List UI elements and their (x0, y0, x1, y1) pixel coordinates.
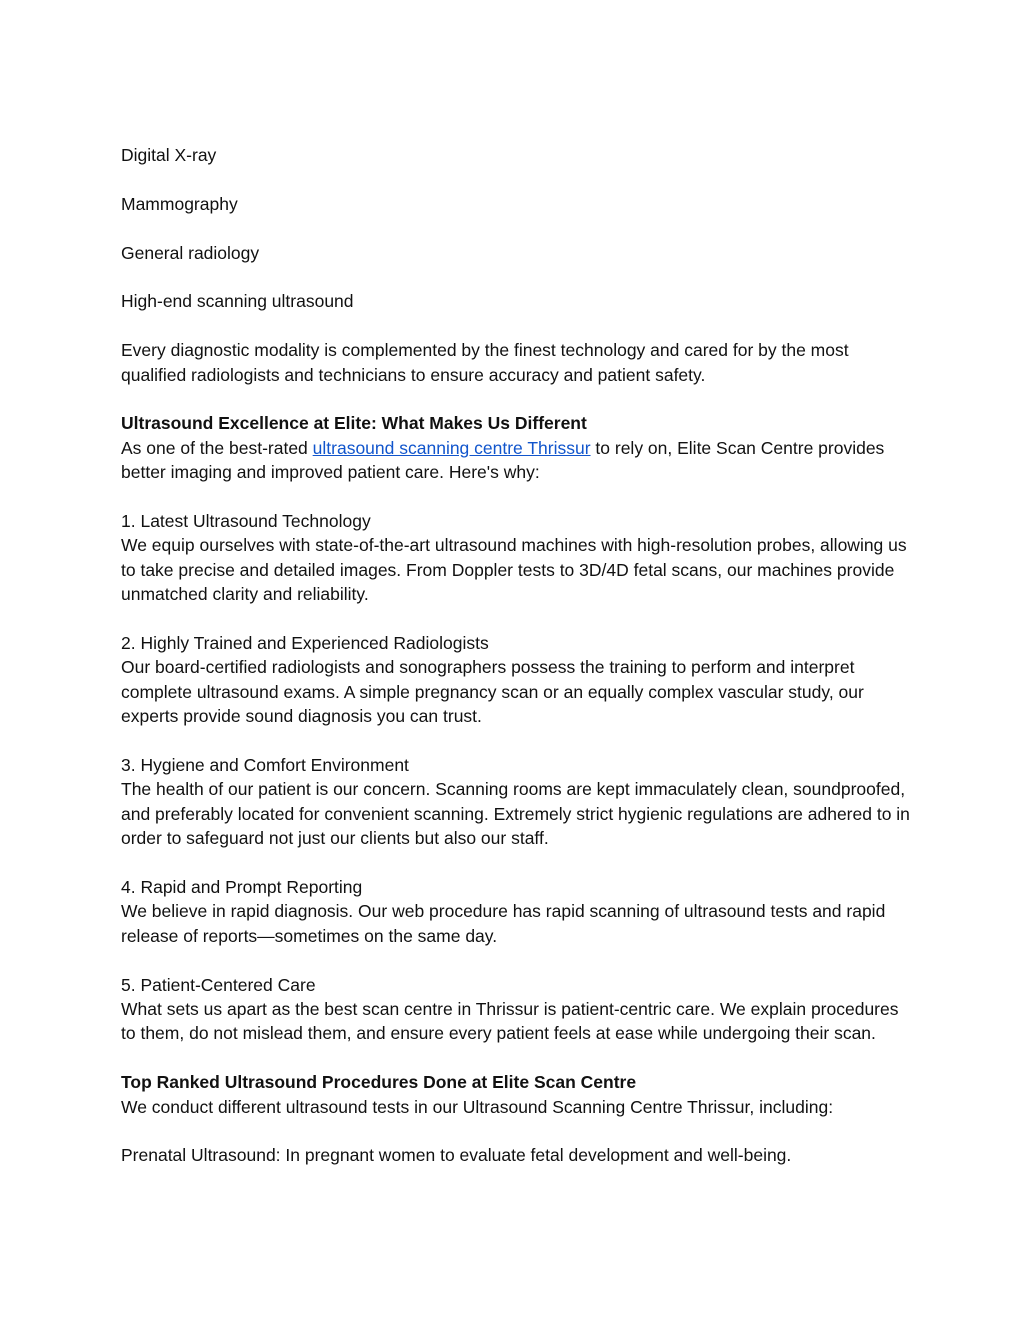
point-body-radiologists: Our board-certified radiologists and sonographers possess the training to perform and interpret complete ultrasound exams. A simple pregnancy scan or an equally complex vascular study, our experts provide sound diagnosis you can trust. (121, 657, 864, 727)
point-body-hygiene: The health of our patient is our concern. Scanning rooms are kept immaculately clean, soundproofed, and preferably located for convenient scanning. Extremely strict hygienic regulations are adhered to in order to safeguard not just our clients but also our staff. (121, 779, 910, 849)
spacer (121, 607, 911, 631)
point-title-reporting: 4. Rapid and Prompt Reporting (121, 877, 363, 898)
procedure-item-prenatal: Prenatal Ultrasound: In pregnant women to evaluate fetal development and well-being. (121, 1145, 792, 1166)
lead-text-before: As one of the best-rated (121, 437, 313, 458)
ultrasound-centre-link[interactable]: ultrasound scanning centre Thrissur (312, 437, 591, 458)
point-title-hygiene: 3. Hygiene and Comfort Environment (121, 755, 409, 776)
spacer (121, 314, 911, 338)
point-body-technology: We equip ourselves with state-of-the-art ultrasound machines with high-resolution probes, allowing us to take precise and detailed images. From Doppler tests to 3D/4D fetal scans, our machines provide unmatched clarity and reliability. (121, 535, 907, 605)
point-title-radiologists: 2. Highly Trained and Experienced Radiologists (121, 633, 489, 654)
point-title-technology: 1. Latest Ultrasound Technology (121, 511, 371, 531)
document-page (121, 143, 911, 1168)
spacer (121, 387, 911, 411)
point-title-patient-care: 5. Patient-Centered Care (121, 974, 316, 995)
spacer (121, 485, 911, 509)
spacer (121, 948, 911, 972)
procedures-lead-paragraph: We conduct different ultrasound tests in our Ultrasound Scanning Centre Thrissur, including: (121, 1096, 834, 1117)
section-heading-ultrasound-excellence: Ultrasound Excellence at Elite: What Makes Us Different (121, 413, 587, 434)
spacer (121, 216, 911, 240)
service-item-mammography: Mammography (121, 193, 238, 214)
spacer (121, 167, 911, 191)
service-item-ultrasound: High-end scanning ultrasound (121, 291, 354, 312)
point-body-reporting: We believe in rapid diagnosis. Our web procedure has rapid scanning of ultrasound tests and rapid release of reports—sometimes on the same day. (121, 901, 886, 946)
spacer (121, 1046, 911, 1070)
lead-text-after: to rely on, Elite Scan Centre provides better imaging and improved patient care. Here's why: (121, 437, 885, 483)
spacer (121, 265, 911, 289)
section-heading-procedures: Top Ranked Ultrasound Procedures Done at Elite Scan Centre (121, 1072, 637, 1093)
point-body-patient-care: What sets us apart as the best scan centre in Thrissur is patient-centric care. We explain procedures to them, do not mislead them, and ensure every patient feels at ease while undergoing their scan. (121, 999, 899, 1044)
service-item-general-radiology: General radiology (121, 242, 260, 263)
section-lead-paragraph (121, 436, 911, 485)
intro-paragraph: Every diagnostic modality is complemented by the finest technology and cared for by the most qualified radiologists and technicians to ensure accuracy and patient safety. (121, 340, 849, 385)
spacer (121, 851, 911, 875)
spacer (121, 1119, 911, 1143)
service-item-digital-xray: Digital X-ray (121, 145, 217, 165)
spacer (121, 729, 911, 753)
